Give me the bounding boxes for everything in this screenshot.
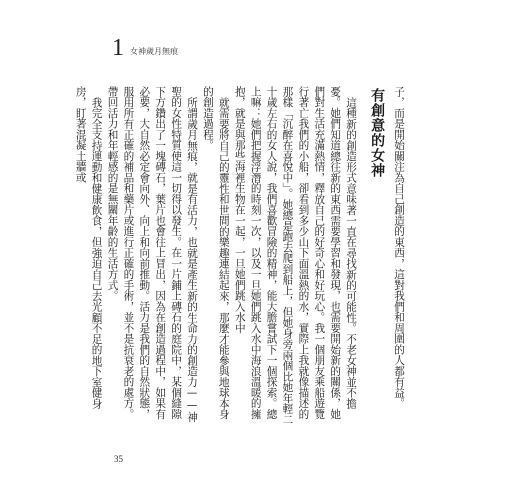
- body-paragraph: 我完全支持運動和健康飲食，但強迫自己去光顧不足的地下室健身房，盯著混凝土牆或: [74, 86, 103, 409]
- chapter-number: 1: [112, 35, 124, 61]
- running-header: [112, 34, 178, 60]
- body-paragraph: 所謂歲月無痕，就是有活力，也就是產生新的生命力的創造力——神聖的女性特質使這一切得以發生。在一片鋪上磚石的庭院中，某個縫隙下方鑽出了一塊磚石，葉片也會往上冒出，因為在創造過程中，如果有必要，大自然必定會向外、向上和向前推動。活力是我們的自然狀態，服用所有正確的補品和藥片或進行正確的手術，並不是抗衰老的處方。帶回活力和年輕感的是無關年齡的生活方式。: [106, 86, 199, 422]
- section-heading-wrap: [368, 86, 386, 426]
- vertical-body-text: [74, 86, 406, 426]
- section-heading: 有創意的女神: [369, 88, 386, 178]
- body-paragraph: 這種新的創造形式意味著一直在尋找新的可能性。不老女神並不擔憂。她們知道總往新的東西需要學習和發現，也需要開始新的關係，她們對生活充滿熱情，釋放自己的好奇心和好玩心。我一個朋友乘船遊覽行著亡我們的小船，卻看到多少山下面溫熱的水，實際上我就像描述的那樣「沉醉在喜悅中」。她總是跑去爬到船上，但她身旁兩個比她年輕二十歲左右的女人說，我們喜歡冒險的精神，能大膽嘗試下一個探索。總上嘛：她們把握浮潛的時刻一次，以及一旦她們跳入水中海浪溫暖的擁抱，就是與那些海裡生物在一起，一旦她們跳入水中: [233, 86, 358, 425]
- body-paragraph: 就需要將自己的靈性和世間的樂趣連結起來，那麼才能參與地球本身的創造過程。: [201, 86, 230, 420]
- page-number: 35: [114, 454, 123, 464]
- chapter-title: 女神歲月無痕: [130, 47, 178, 56]
- continued-paragraph: 子，而是開始關注為自己創造的東西，這對我們和周圍的人都有益。: [393, 86, 405, 409]
